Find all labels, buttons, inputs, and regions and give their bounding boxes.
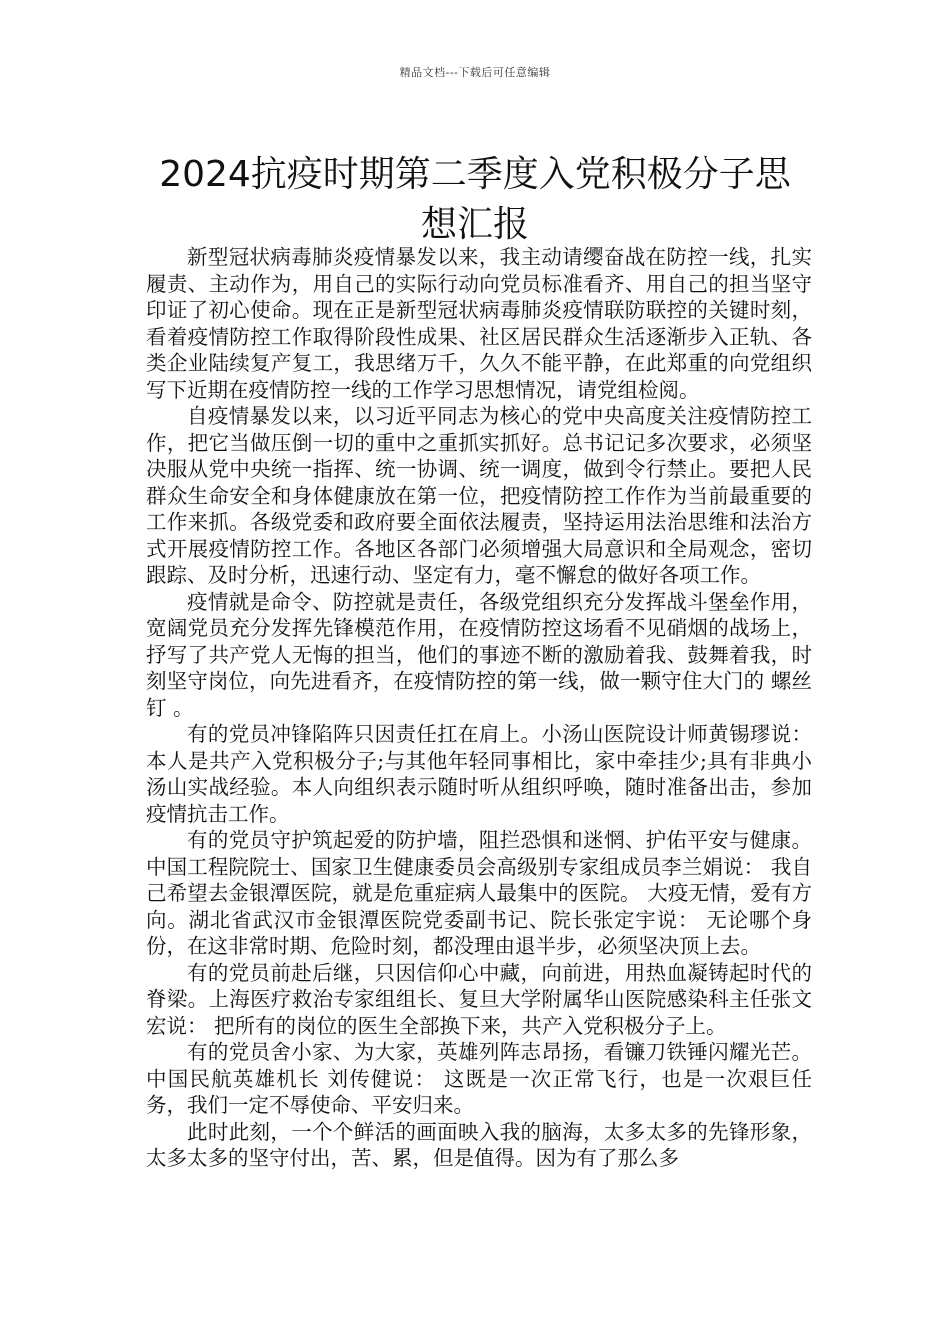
paragraph: 自疫情暴发以来，以习近平同志为核心的党中央高度关注疫情防控工作，把它当做压倒一切的重中之重抓实抓好。总书记记多次要求，必须坚决服从党中央统一指挥、统一协调、统一调度，做到令行禁止。要把人民群众生命安全和身体健康放在第一位，把疫情防控工作作为当前最重要的工作来抓。各级党委和政府要全面依法履责，坚持运用法治思维和法治方式开展疫情防控工作。各地区各部门必须增强大局意识和全局观念，密切跟踪、及时分析，迅速行动、坚定有力，毫不懈怠的做好各项工作。	[146, 404, 812, 587]
paragraph: 有的党员冲锋陷阵只因责任扛在肩上。小汤山医院设计师黄锡璆说： 本人是共产入党积极分子;与其他年轻同事相比，家中牵挂少;具有非典小汤山实战经验。本人向组织表示随时听从组织呼唤，随时准备出击，参加疫情抗击工作。	[146, 722, 812, 826]
title-line-1: 2024抗疫时期第二季度入党积极分子思	[159, 154, 791, 196]
paragraph: 疫情就是命令、防控就是责任，各级党组织充分发挥战斗堡垒作用，宽阔党员充分发挥先锋模范作用，在疫情防控这场看不见硝烟的战场上，抒写了共产党人无悔的担当，他们的事迹不断的激励着我、鼓舞着我，时刻坚守岗位，向先进看齐，在疫情防控的第一线，做一颗守住大门的 螺丝钉 。	[146, 589, 812, 720]
header-note: 精品文档---下载后可任意编辑	[399, 66, 551, 79]
paragraph: 新型冠状病毒肺炎疫情暴发以来，我主动请缨奋战在防控一线，扎实履责、主动作为，用自己的实际行动向党员标准看齐、用自己的担当坚守印证了初心使命。现在正是新型冠状病毒肺炎疫情联防联控的关键时刻，看着疫情防控工作取得阶段性成果、社区居民群众生活逐渐步入正轨、各类企业陆续复产复工，我思绪万千，久久不能平静，在此郑重的向党组织写下近期在疫情防控一线的工作学习思想情况，请党组检阅。	[146, 245, 812, 402]
paragraph: 有的党员前赴后继，只因信仰心中藏，向前进，用热血凝铸起时代的脊梁。上海医疗救治专家组组长、复旦大学附属华山医院感染科主任张文宏说： 把所有的岗位的医生全部换下来，共产入党积极分子上。	[146, 960, 812, 1038]
paragraph: 有的党员舍小家、为大家，英雄列阵志昂扬，看镰刀铁锤闪耀光芒。 中国民航英雄机长 刘传健说： 这既是一次正常飞行，也是一次艰巨任务，我们一定不辱使命、平安归来。	[146, 1040, 812, 1117]
document-body	[146, 244, 812, 1172]
paragraph: 此时此刻，一个个鲜活的画面映入我的脑海，太多太多的先锋形象，太多太多的坚守付出，苦、累，但是值得。因为有了那么多	[146, 1119, 812, 1170]
title-line-2: 想汇报	[420, 204, 529, 246]
paragraph: 有的党员守护筑起爱的防护墙，阻拦恐惧和迷惘、护佑平安与健康。中国工程院院士、国家卫生健康委员会高级别专家组成员李兰娟说： 我自己希望去金银潭医院，就是危重症病人最集中的医院。 大疫无情，爱有方向。湖北省武汉市金银潭医院党委副书记、院长张定宇说： 无论哪个身份，在这非常时期、危险时刻，都没理由退半步，必须坚决顶上去。	[146, 828, 812, 958]
document-title	[120, 150, 830, 250]
